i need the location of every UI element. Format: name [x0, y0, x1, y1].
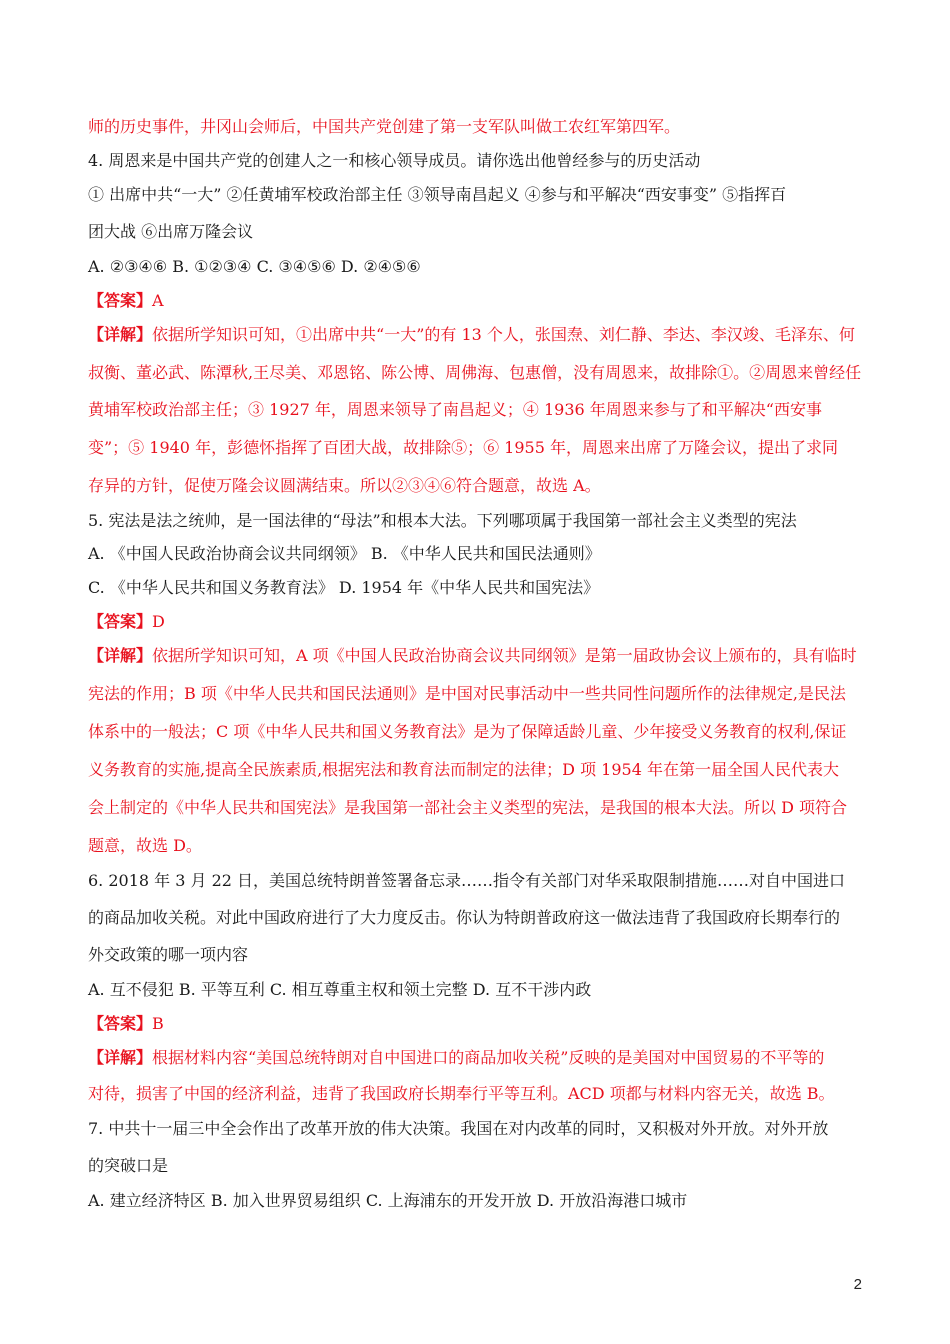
section-tag: 【详解】 — [88, 325, 153, 344]
answer-line — [88, 290, 868, 312]
text-line: 宪法的作用；B 项《中华人民共和国民法通则》是中国对民事活动中一些共同性问题所作的法律规定,是民法 — [88, 684, 846, 703]
text-line: 师的历史事件，井冈山会师后，中国共产党创建了第一支军队叫做工农红军第四军。 — [88, 117, 681, 136]
text-line: 题意，故选 D。 — [88, 836, 202, 855]
question-line: 6. 2018 年 3 月 22 日，美国总统特朗普签署备忘录……指令有关部门对华采取限制措施……对自中国进口 — [88, 871, 846, 890]
section-tag: 【详解】 — [88, 646, 153, 665]
section-tag: 【答案】 — [88, 291, 153, 310]
options-line: A. ②③④⑥ B. ①②③④ C. ③④⑤⑥ D. ②④⑤⑥ — [88, 257, 421, 276]
explanation-line — [88, 324, 868, 346]
answer-line — [88, 611, 868, 633]
section-body: 依据所学知识可知，A 项《中国人民政治协商会议共同纲领》是第一届政协会议上颁布的，具有临时 — [152, 646, 857, 665]
text-line: ① 出席中共“一大” ②任黄埔军校政治部主任 ③领导南昌起义 ④参与和平解决“西安事变” ⑤指挥百 — [88, 185, 787, 204]
text-line: 义务教育的实施,提高全民族素质,根据宪法和教育法而制定的法律；D 项 1954 年在第一届全国人民代表大 — [88, 760, 839, 779]
section-body: B — [152, 1014, 164, 1033]
text-line: 团大战 ⑥出席万隆会议 — [88, 222, 254, 241]
options-line: A. 《中国人民政治协商会议共同纲领》 B. 《中华人民共和国民法通则》 — [88, 544, 601, 563]
explanation-line — [88, 645, 868, 667]
text-line: 体系中的一般法；C 项《中华人民共和国义务教育法》是为了保障适龄儿童、少年接受义务教育的权利,保证 — [88, 722, 847, 741]
answer-line — [88, 1013, 868, 1035]
text-line: 的突破口是 — [88, 1156, 169, 1175]
question-line: 7. 中共十一届三中全会作出了改革开放的伟大决策。我国在对内改革的同时，又积极对外开放。对外开放 — [88, 1119, 829, 1138]
text-line: 叔衡、董必武、陈潭秋,王尽美、邓恩铭、陈公博、周佛海、包惠僧，没有周恩来，故排除①。②周恩来曾经任 — [88, 363, 862, 382]
section-tag: 【答案】 — [88, 612, 153, 631]
text-line: 存异的方针，促使万隆会议圆满结束。所以②③④⑥符合题意，故选 A。 — [88, 476, 601, 495]
section-body: D — [152, 612, 165, 631]
options-line: A. 互不侵犯 B. 平等互利 C. 相互尊重主权和领土完整 D. 互不干涉内政 — [88, 980, 592, 999]
section-body: 根据材料内容“美国总统特朗对自中国进口的商品加收关税”反映的是美国对中国贸易的不平等的 — [152, 1048, 825, 1067]
text-line: 黄埔军校政治部主任；③ 1927 年，周恩来领导了南昌起义；④ 1936 年周恩来参与了和平解决“西安事 — [88, 400, 822, 419]
text-line: 外交政策的哪一项内容 — [88, 945, 249, 964]
section-body: 依据所学知识可知，①出席中共“一大”的有 13 个人，张国焘、刘仁静、李达、李汉竣、毛泽东、何 — [152, 325, 855, 344]
page-number: 2 — [853, 1276, 862, 1293]
section-tag: 【详解】 — [88, 1048, 153, 1067]
question-line: 4. 周恩来是中国共产党的创建人之一和核心领导成员。请你选出他曾经参与的历史活动 — [88, 151, 701, 170]
explanation-line — [88, 1047, 868, 1069]
options-line: C. 《中华人民共和国义务教育法》 D. 1954 年《中华人民共和国宪法》 — [88, 578, 600, 597]
options-line: A. 建立经济特区 B. 加入世界贸易组织 C. 上海浦东的开发开放 D. 开放沿海港口城市 — [88, 1191, 688, 1210]
section-body: A — [152, 291, 164, 310]
question-line: 5. 宪法是法之统帅，是一国法律的“母法”和根本大法。下列哪项属于我国第一部社会主义类型的宪法 — [88, 511, 797, 530]
text-line: 的商品加收关税。对此中国政府进行了大力度反击。你认为特朗普政府这一做法违背了我国政府长期奉行的 — [88, 908, 841, 927]
text-line: 对待，损害了中国的经济利益，违背了我国政府长期奉行平等互利。ACD 项都与材料内容无关，故选 B。 — [88, 1084, 835, 1103]
text-line: 变”；⑤ 1940 年，彭德怀指挥了百团大战，故排除⑤；⑥ 1955 年，周恩来出席了万隆会议，提出了求同 — [88, 438, 838, 457]
text-line: 会上制定的《中华人民共和国宪法》是我国第一部社会主义类型的宪法，是我国的根本大法。所以 D 项符合 — [88, 798, 848, 817]
section-tag: 【答案】 — [88, 1014, 153, 1033]
